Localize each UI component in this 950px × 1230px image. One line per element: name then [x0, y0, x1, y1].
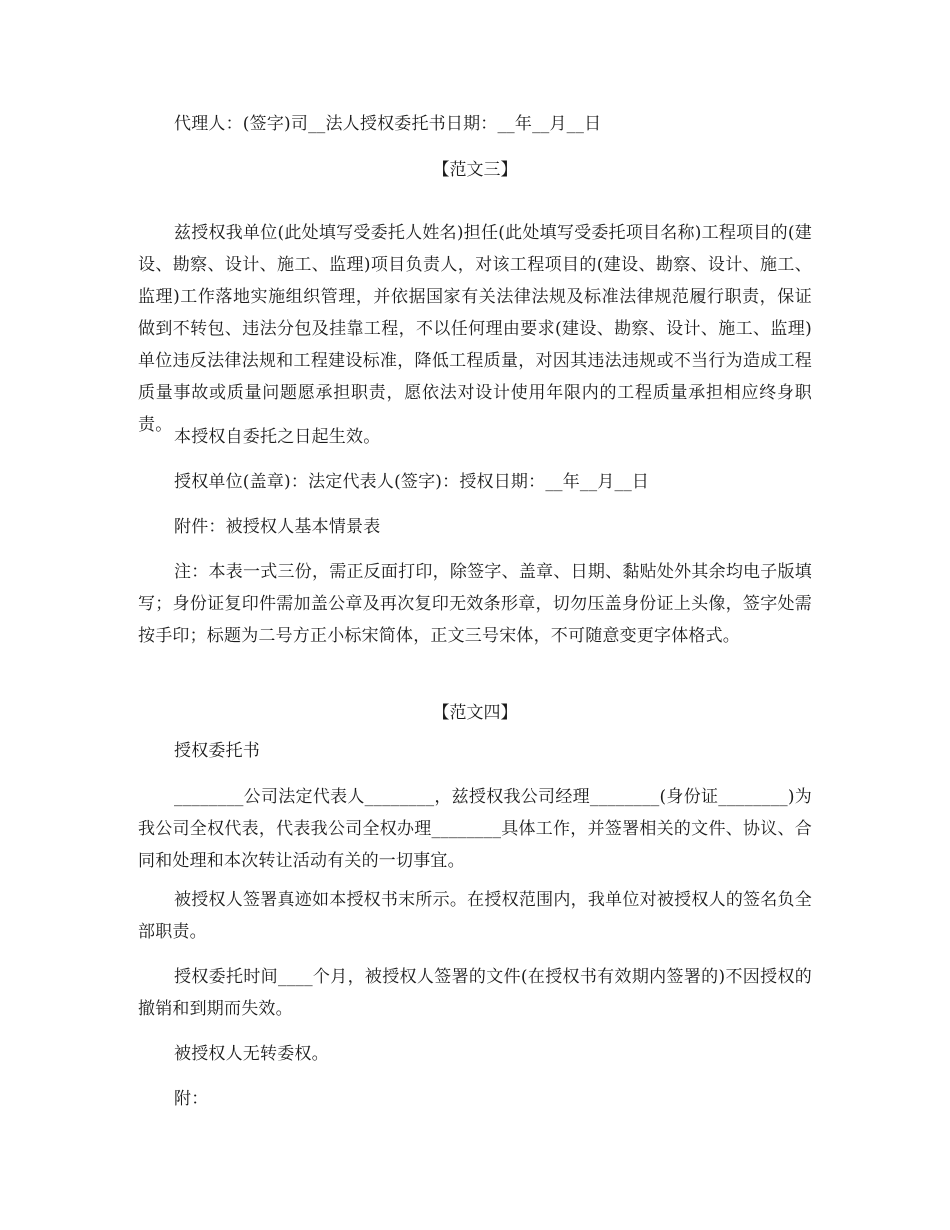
paragraph-legal-representative: ________公司法定代表人________，兹授权我公司经理________(身份证________)为我公司全权代表，代表我公司全权办理________具体工作，并签署相关的文件、协议、合同和处理和本次转让活动有关的一切事宜。 — [138, 787, 812, 871]
paragraph-authorization-scope: 兹授权我单位(此处填写受委托人姓名)担任(此处填写受委托项目名称)工程项目的(建设、勘察、设计、施工、监理)项目负责人，对该工程项目的(建设、勘察、设计、施工、监理)工作落地实施组织管理，并依据国家有关法律法规及标准法律规范履行职责，保证做到不转包、违法分包及挂靠工程，不以任何理由要求(建设、勘察、设计、施工、监理)单位违反法律法规和工程建设标准，降低工程质量，对因其违法违规或不当行为造成工程质量事故或质量问题愿承担职责，愿依法对设计使用年限内的工程质量承担相应终身职责。 — [138, 223, 812, 435]
paragraph-title: 授权委托书 — [174, 741, 260, 761]
paragraph-effective-date: 本授权自委托之日起生效。 — [174, 427, 381, 447]
paragraph-note: 注：本表一式三份，需正反面打印，除签字、盖章、日期、黏贴处外其余均电子版填写；身份证复印件需加盖公章及再次复印无效条形章，切勿压盖身份证上头像，签字处需按手印；标题为二号方正小标宋简体，正文三号宋体，不可随意变更字体格式。 — [138, 562, 812, 646]
paragraph-no-subdelegation: 被授权人无转委权。 — [174, 1044, 329, 1064]
paragraph-signature-authenticity: 被授权人签署真迹如本授权书末所示。在授权范围内，我单位对被授权人的签名负全部职责。 — [138, 890, 812, 942]
paragraph-signature-block: 授权单位(盖章)：法定代表人(签字)：授权日期：__年__月__日 — [174, 472, 650, 492]
section-heading-4: 【范文四】 — [432, 703, 518, 723]
section-heading-3: 【范文三】 — [432, 160, 518, 180]
paragraph-attachment: 附件：被授权人基本情景表 — [174, 517, 381, 537]
agent-signature-line: 代理人：(签字)司__法人授权委托书日期：__年__月__日 — [174, 114, 602, 134]
paragraph-validity-period: 授权委托时间____个月，被授权人签署的文件(在授权书有效期内签署的)不因授权的撤销和到期而失效。 — [138, 967, 812, 1019]
paragraph-appendix: 附： — [174, 1089, 209, 1109]
